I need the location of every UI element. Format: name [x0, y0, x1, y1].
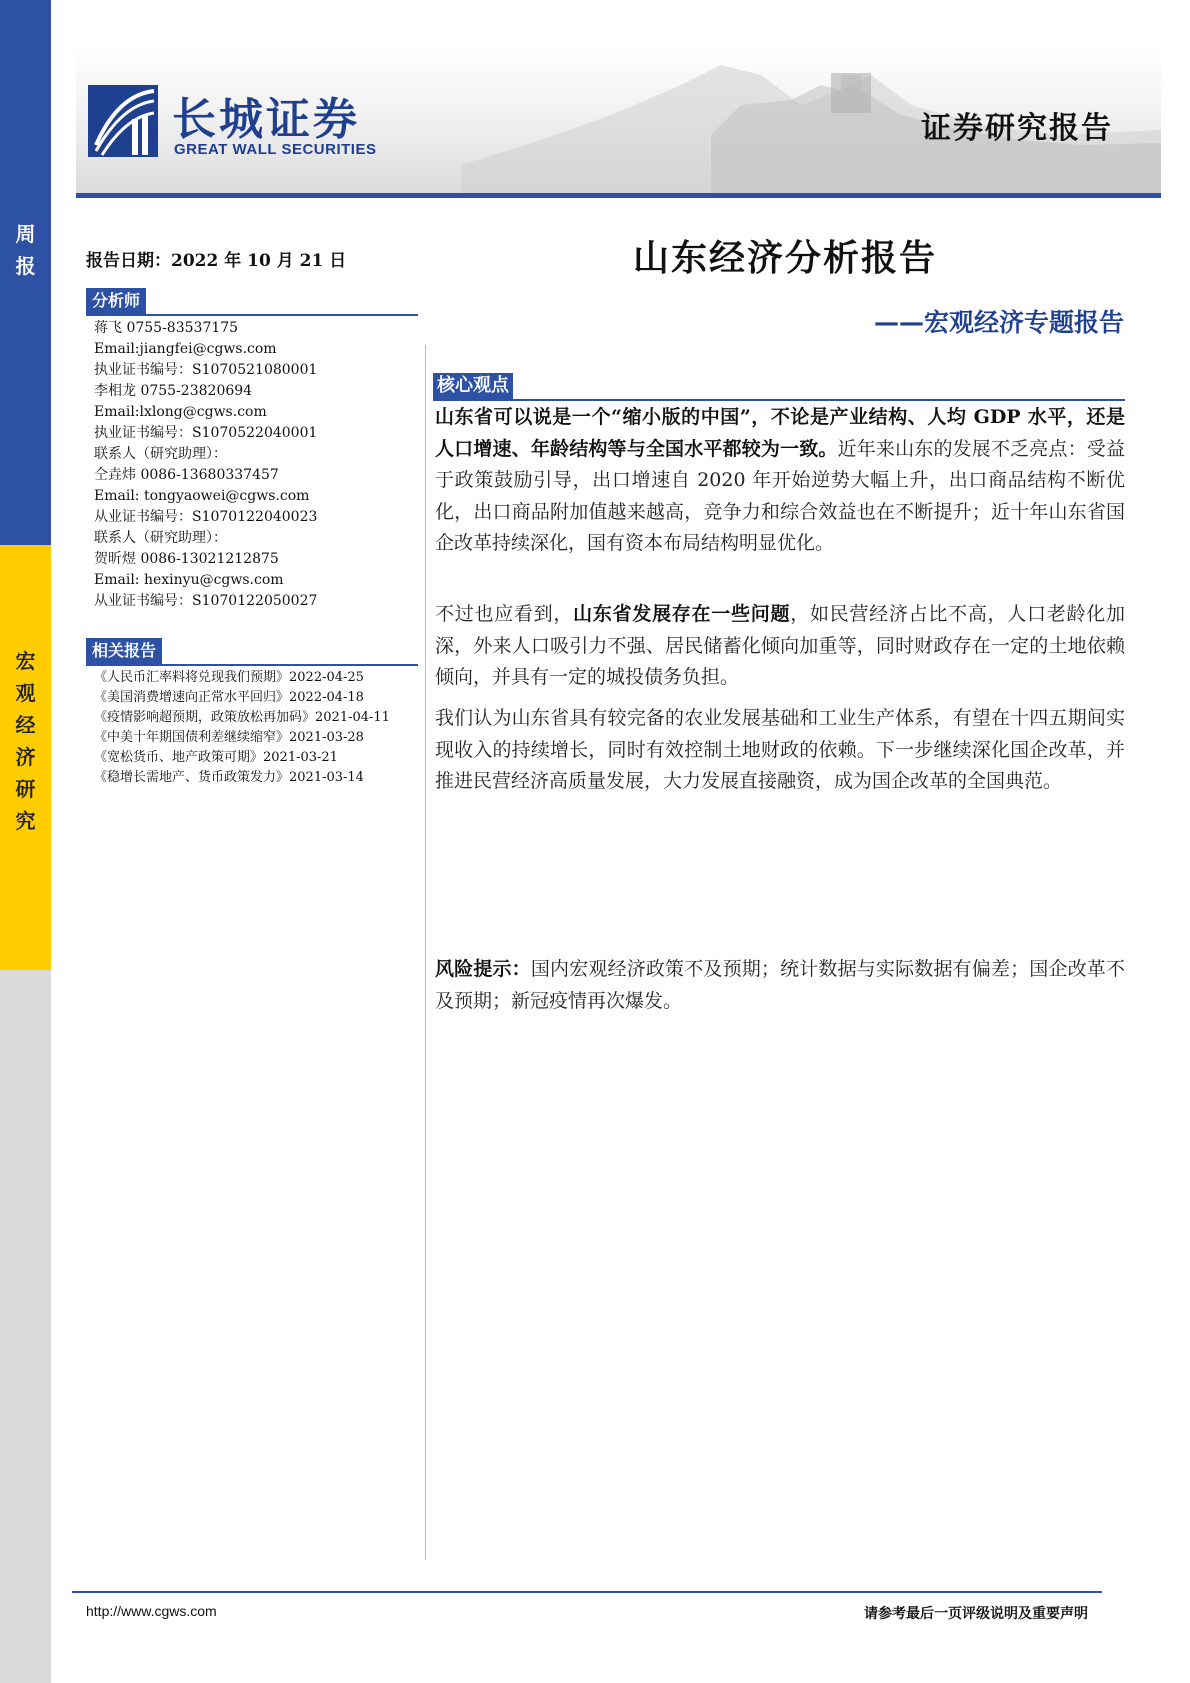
analyst-email[interactable]: Email: hexinyu@cgws.com — [94, 572, 284, 588]
risk-warning-text: 国内宏观经济政策不及预期；统计数据与实际数据有偏差；国企改革不及预期；新冠疫情再次爆发。 — [435, 958, 1125, 1012]
header-banner — [76, 45, 1161, 193]
risk-warning-label: 风险提示： — [435, 958, 531, 980]
footer-divider — [72, 1591, 1102, 1593]
analyst-line: 从业证书编号：S1070122050027 — [94, 593, 318, 609]
analyst-line: 联系人（研究助理）： — [94, 446, 227, 462]
related-reports-heading — [86, 638, 418, 666]
related-reports-heading-label: 相关报告 — [86, 638, 162, 664]
related-reports-list — [94, 668, 406, 788]
core-paragraph-2 — [435, 599, 1125, 694]
footer-disclaimer-note: 请参考最后一页评级说明及重要声明 — [864, 1606, 1088, 1622]
analyst-line: 执业证书编号：S1070522040001 — [94, 425, 318, 441]
sidebar-char: 研 — [15, 777, 36, 801]
analyst-line: 李相龙 0755-23820694 — [94, 383, 253, 399]
column-divider — [425, 345, 426, 1560]
analyst-line: 贺昕煜 0086-13021212875 — [94, 551, 279, 567]
logo-english-name: GREAT WALL SECURITIES — [174, 141, 377, 158]
related-report-item[interactable]: 《宽松货币、地产政策可期》2021-03-21 — [94, 750, 338, 765]
sidebar-char: 周 — [15, 222, 36, 246]
core-paragraph-2-bold: 山东省发展存在一些问题 — [573, 603, 791, 625]
logo-chinese-name: 长城证券 — [172, 94, 360, 145]
core-view-heading-label: 核心观点 — [433, 373, 513, 399]
sidebar-char: 观 — [15, 681, 36, 705]
analyst-email[interactable]: Email: tongyaowei@cgws.com — [94, 488, 310, 504]
sidebar-char: 经 — [15, 713, 36, 737]
sidebar-char: 报 — [15, 254, 36, 278]
sidebar-report-type — [0, 218, 51, 282]
analyst-line: 仝垚炜 0086-13680337457 — [94, 467, 279, 483]
sidebar-char: 济 — [15, 745, 36, 769]
risk-warning — [435, 954, 1125, 1017]
left-sidebar — [0, 0, 51, 1683]
related-report-item[interactable]: 《疫情影响超预期，政策放松再加码》2021-04-11 — [94, 710, 390, 725]
logo-icon — [88, 85, 158, 157]
analysts-heading — [86, 288, 418, 316]
footer-website-link[interactable]: http://www.cgws.com — [86, 1603, 217, 1619]
core-paragraph-1-text: 近年来山东的发展不乏亮点：受益于政策鼓励引导，出口增速自 2020 年开始逆势大幅上升，出口商品结构不断优化，出口商品附加值越来越高，竞争力和综合效益也在不断提升；近十年山东省国企改革持续深化，国有资本布局结构明显优化。 — [435, 437, 1125, 554]
analysts-heading-label: 分析师 — [86, 288, 146, 314]
analyst-list — [94, 318, 317, 612]
analyst-line: 执业证书编号：S1070521080001 — [94, 362, 318, 378]
report-subtitle: ——宏观经济专题报告 — [873, 308, 1124, 337]
header-divider — [76, 193, 1161, 198]
related-report-item[interactable]: 《人民币汇率料将兑现我们预期》2022-04-25 — [94, 670, 364, 685]
core-view-heading — [433, 373, 1125, 401]
header-title: 证券研究报告 — [921, 111, 1113, 146]
analyst-line: 从业证书编号：S1070122040023 — [94, 509, 318, 525]
core-paragraph-1-bold: 山东省可以说是一个“缩小版的中国”，不论是产业结构、人均 GDP 水平，还是人口增速、年龄结构等与全国水平都较为一致。 — [435, 406, 1125, 460]
analyst-email[interactable]: Email:jiangfei@cgws.com — [94, 341, 277, 357]
sidebar-category — [0, 645, 51, 837]
sidebar-char: 宏 — [15, 649, 36, 673]
core-paragraph-2-text: ，如民营经济占比不高，人口老龄化加深，外来人口吸引力不强、居民储蓄化倾向加重等，同时财政存在一定的土地依赖倾向，并具有一定的城投债务负担。 — [435, 603, 1125, 688]
core-paragraph-1 — [435, 402, 1125, 560]
related-report-item[interactable]: 《稳增长需地产、货币政策发力》2021-03-14 — [94, 770, 364, 785]
sidebar-char: 究 — [15, 809, 36, 833]
report-title: 山东经济分析报告 — [632, 238, 937, 279]
report-date: 报告日期：2022 年 10 月 21 日 — [86, 251, 347, 271]
analyst-line: 蒋飞 0755-83537175 — [94, 320, 239, 336]
analyst-email[interactable]: Email:lxlong@cgws.com — [94, 404, 267, 420]
related-report-item[interactable]: 《美国消费增速向正常水平回归》2022-04-18 — [94, 690, 364, 705]
core-paragraph-3: 我们认为山东省具有较完备的农业发展基础和工业生产体系，有望在十四五期间实现收入的持续增长，同时有效控制土地财政的依赖。下一步继续深化国企改革，并推进民营经济高质量发展，大力发展直接融资，成为国企改革的全国典范。 — [435, 707, 1125, 792]
analyst-line: 联系人（研究助理）： — [94, 530, 227, 546]
related-report-item[interactable]: 《中美十年期国债利差继续缩窄》2021-03-28 — [94, 730, 364, 745]
core-paragraph-2-lead: 不过也应看到， — [435, 603, 574, 625]
